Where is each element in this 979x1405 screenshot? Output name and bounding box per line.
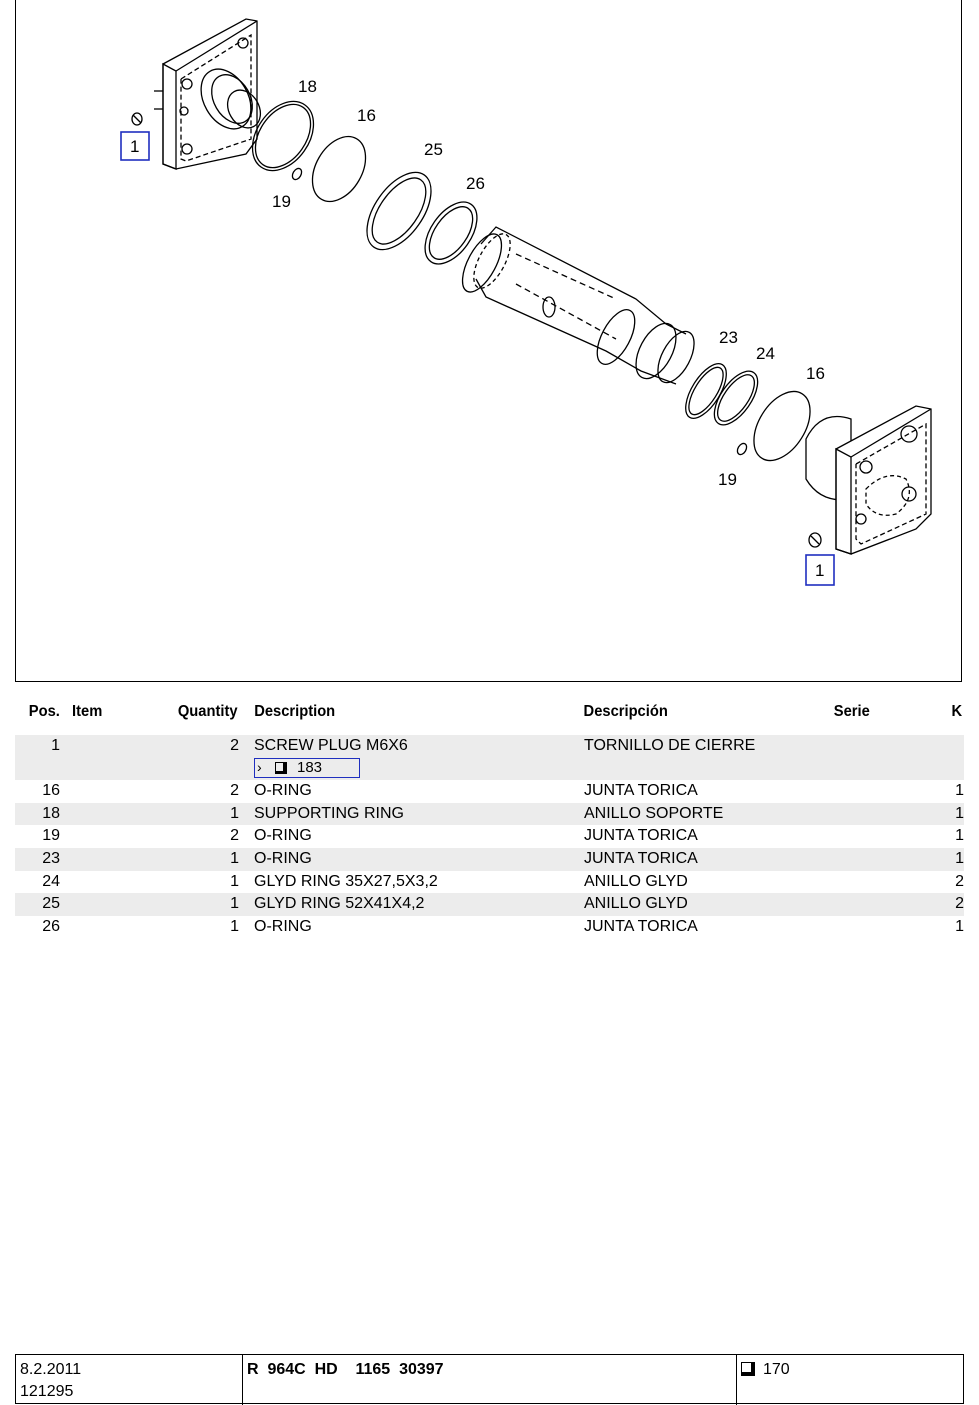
svg-text:1: 1 — [130, 137, 140, 156]
footer-page-number: 170 — [763, 1361, 790, 1378]
cell-k: 1 — [955, 918, 964, 936]
position-link-1-left[interactable] — [121, 132, 149, 160]
cell-pos: 19 — [42, 827, 60, 845]
cell-k: 1 — [955, 782, 964, 799]
page-icon — [741, 1362, 755, 1376]
footer-date-cell — [16, 1355, 243, 1405]
ring-19-left — [291, 167, 304, 181]
table-row — [15, 848, 964, 871]
position-link-1-right[interactable] — [806, 555, 834, 585]
cell-description: SCREW PLUG M6X6 — [254, 737, 408, 754]
cell-descripcion: JUNTA TORICA — [584, 782, 698, 799]
cell-description: O-RING — [254, 918, 312, 936]
piston-shaft — [455, 227, 702, 388]
cell-quantity: 2 — [230, 827, 239, 845]
callout-18: 18 — [298, 77, 317, 96]
cell-quantity: 2 — [230, 782, 239, 799]
cell-quantity: 1 — [230, 872, 239, 890]
page-icon — [275, 762, 287, 774]
cell-quantity: 1 — [230, 895, 239, 913]
table-header — [15, 700, 963, 730]
footer-model: R 964C HD 1165 30397 — [247, 1361, 444, 1378]
ring-19-right — [736, 442, 749, 456]
callout-23: 23 — [719, 328, 738, 347]
header-pos: Pos. — [28, 703, 60, 720]
header-quantity: Quantity — [177, 703, 238, 720]
cell-pos: 26 — [42, 918, 60, 936]
left-flange — [154, 19, 267, 169]
table-row — [15, 735, 964, 780]
header-k: K — [951, 703, 963, 720]
cell-k: 2 — [955, 895, 964, 913]
ring-25 — [354, 161, 444, 261]
diagram-drawing — [16, 0, 963, 683]
cell-pos: 1 — [51, 737, 60, 754]
cell-descripcion: JUNTA TORICA — [584, 850, 698, 868]
header-serie: Serie — [833, 703, 870, 720]
callout-19: 19 — [272, 192, 291, 211]
cell-pos: 23 — [42, 850, 60, 868]
footer-model-cell — [243, 1355, 737, 1405]
callout-19: 19 — [718, 470, 737, 489]
table-row — [15, 825, 964, 848]
cell-quantity: 1 — [230, 918, 239, 936]
cell-quantity: 1 — [230, 804, 239, 822]
cell-k: 1 — [955, 827, 964, 845]
footer-doc-number: 121295 — [20, 1383, 74, 1400]
cell-description: O-RING — [254, 850, 312, 868]
cell-descripcion: TORNILLO DE CIERRE — [584, 737, 756, 754]
screw-plug-right — [809, 533, 821, 547]
cell-descripcion: ANILLO GLYD — [584, 895, 688, 913]
cell-descripcion: ANILLO GLYD — [584, 872, 688, 890]
header-descripcion: Descripción — [583, 703, 668, 720]
callout-25: 25 — [424, 140, 443, 159]
ring-26 — [415, 193, 488, 273]
callout-16: 16 — [806, 364, 825, 383]
footer-date: 8.2.2011 — [20, 1361, 82, 1378]
screw-plug-left — [132, 113, 142, 125]
page-reference-number: 183 — [297, 759, 323, 776]
cell-k: 1 — [955, 850, 964, 868]
cell-quantity: 1 — [230, 850, 239, 868]
footer-page-cell — [737, 1355, 963, 1405]
cell-description: GLYD RING 52X41X4,2 — [254, 895, 425, 913]
cell-description: O-RING — [254, 782, 312, 799]
cell-k: 2 — [955, 872, 964, 890]
callout-16: 16 — [357, 106, 376, 125]
table-row — [15, 871, 964, 894]
table-row — [15, 780, 964, 803]
header-description: Description — [254, 703, 336, 720]
cell-pos: 18 — [42, 804, 60, 822]
parts-table — [15, 700, 964, 936]
arrow-right-icon: › — [257, 759, 262, 775]
cell-quantity: 2 — [230, 737, 239, 754]
cell-descripcion: JUNTA TORICA — [584, 918, 698, 936]
right-flange — [806, 406, 931, 554]
cell-k: 1 — [955, 804, 964, 822]
cell-pos: 25 — [42, 895, 60, 913]
callout-26: 26 — [466, 174, 485, 193]
cell-description: O-RING — [254, 827, 312, 845]
svg-text:1: 1 — [815, 561, 825, 580]
table-row — [15, 803, 964, 826]
cell-pos: 16 — [42, 782, 60, 799]
cell-description: GLYD RING 35X27,5X3,2 — [254, 872, 438, 890]
cell-pos: 24 — [42, 872, 60, 890]
callout-24: 24 — [756, 344, 775, 363]
cell-descripcion: JUNTA TORICA — [584, 827, 698, 845]
header-item: Item — [72, 703, 103, 720]
cell-descripcion: ANILLO SOPORTE — [584, 804, 724, 822]
exploded-diagram — [15, 0, 962, 682]
table-row — [15, 893, 964, 916]
cell-description: SUPPORTING RING — [254, 804, 404, 822]
page-footer — [15, 1354, 964, 1404]
ring-16-left — [302, 127, 377, 211]
table-row — [15, 916, 964, 939]
page-reference-link[interactable] — [254, 758, 360, 778]
